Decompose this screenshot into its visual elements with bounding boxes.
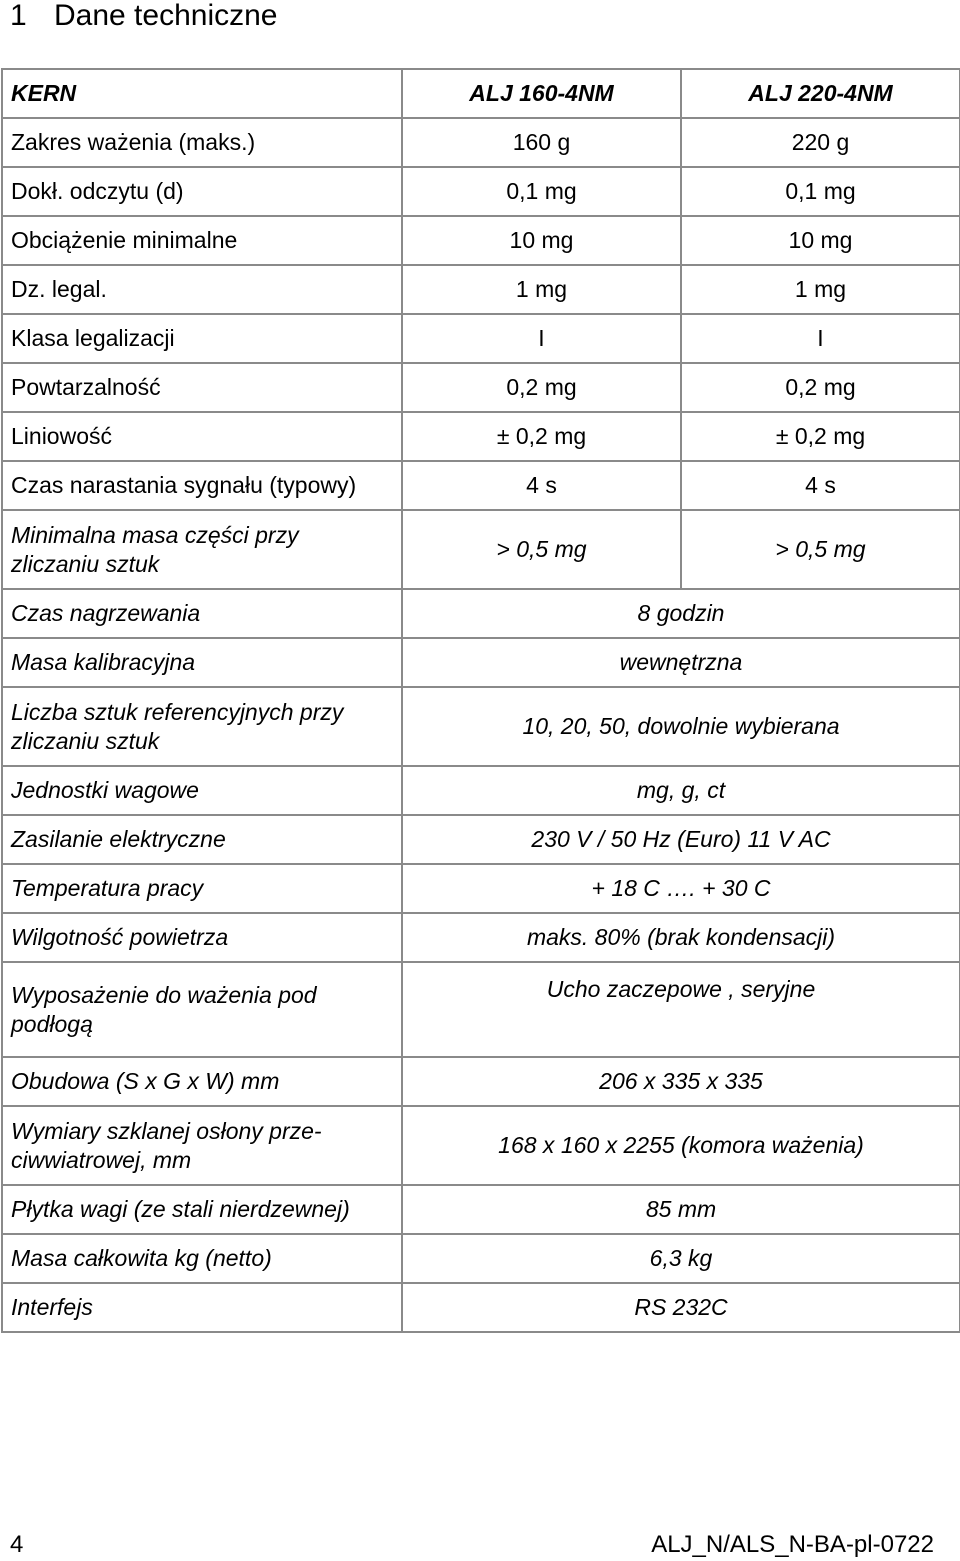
row-value-model-1: > 0,5 mg xyxy=(402,510,681,589)
row-label: Liniowość xyxy=(2,412,402,461)
row-label: Powtarzalność xyxy=(2,363,402,412)
row-label: Dokł. odczytu (d) xyxy=(2,167,402,216)
row-value-model-1: ± 0,2 mg xyxy=(402,412,681,461)
row-value-model-1: I xyxy=(402,314,681,363)
row-value-model-2: 220 g xyxy=(681,118,960,167)
row-label: Liczba sztuk referencyjnych przy zliczaniu sztuk xyxy=(2,687,402,766)
row-value-model-1: 10 mg xyxy=(402,216,681,265)
row-value-model-1: 0,1 mg xyxy=(402,167,681,216)
table-row xyxy=(2,1057,960,1106)
header-cell-model-2: ALJ 220-4NM xyxy=(681,69,960,118)
table-row xyxy=(2,461,960,510)
row-value-shared: wewnętrzna xyxy=(402,638,960,687)
table-row xyxy=(2,314,960,363)
table-header-row xyxy=(2,69,960,118)
document-code: ALJ_N/ALS_N-BA-pl-0722 xyxy=(651,1531,934,1558)
row-label: Masa całkowita kg (netto) xyxy=(2,1234,402,1283)
row-value-shared: 85 mm xyxy=(402,1185,960,1234)
row-value-model-1: 0,2 mg xyxy=(402,363,681,412)
row-value-shared: 8 godzin xyxy=(402,589,960,638)
row-label: Obudowa (S x G x W) mm xyxy=(2,1057,402,1106)
table-row xyxy=(2,638,960,687)
row-label: Wilgotność powietrza xyxy=(2,913,402,962)
row-value-model-2: 4 s xyxy=(681,461,960,510)
row-value-shared: + 18 C …. + 30 C xyxy=(402,864,960,913)
row-value-model-1: 160 g xyxy=(402,118,681,167)
row-label: Masa kalibracyjna xyxy=(2,638,402,687)
row-label: Dz. legal. xyxy=(2,265,402,314)
row-label: Zakres ważenia (maks.) xyxy=(2,118,402,167)
row-label: Temperatura pracy xyxy=(2,864,402,913)
row-value-model-2: 0,1 mg xyxy=(681,167,960,216)
row-value-model-2: 10 mg xyxy=(681,216,960,265)
row-label: Jednostki wagowe xyxy=(2,766,402,815)
row-value-model-2: ± 0,2 mg xyxy=(681,412,960,461)
row-value-shared: 206 x 335 x 335 xyxy=(402,1057,960,1106)
row-label: Czas narastania sygnału (typowy) xyxy=(2,461,402,510)
row-value-shared: mg, g, ct xyxy=(402,766,960,815)
row-value-model-1: 4 s xyxy=(402,461,681,510)
section-number: 1 xyxy=(10,0,27,32)
row-value-shared: 10, 20, 50, dowolnie wybierana xyxy=(402,687,960,766)
section-title: Dane techniczne xyxy=(54,0,278,32)
row-value-shared: 168 x 160 x 2255 (komora ważenia) xyxy=(402,1106,960,1185)
table-row xyxy=(2,1185,960,1234)
row-label: Zasilanie elektryczne xyxy=(2,815,402,864)
table-row xyxy=(2,363,960,412)
header-cell-brand: KERN xyxy=(2,69,402,118)
table-row xyxy=(2,962,960,1057)
row-value-shared: maks. 80% (brak kondensacji) xyxy=(402,913,960,962)
table-row xyxy=(2,118,960,167)
table-row xyxy=(2,815,960,864)
spec-table xyxy=(1,68,960,1333)
row-label: Minimalna masa części przy zliczaniu sztuk xyxy=(2,510,402,589)
row-label: Wyposażenie do ważenia pod podłogą xyxy=(2,962,402,1057)
row-label: Interfejs xyxy=(2,1283,402,1332)
row-value-model-1: 1 mg xyxy=(402,265,681,314)
row-label: Wymiary szklanej osłony prze-ciwwiatrowej, mm xyxy=(2,1106,402,1185)
table-row xyxy=(2,766,960,815)
row-label: Obciążenie minimalne xyxy=(2,216,402,265)
table-row xyxy=(2,687,960,766)
table-row xyxy=(2,265,960,314)
table-row xyxy=(2,216,960,265)
page-number: 4 xyxy=(10,1531,24,1558)
table-row xyxy=(2,167,960,216)
row-value-model-2: I xyxy=(681,314,960,363)
row-value-shared: 230 V / 50 Hz (Euro) 11 V AC xyxy=(402,815,960,864)
row-value-shared: 6,3 kg xyxy=(402,1234,960,1283)
row-value-model-2: 0,2 mg xyxy=(681,363,960,412)
table-row xyxy=(2,589,960,638)
header-cell-model-1: ALJ 160-4NM xyxy=(402,69,681,118)
row-value-model-2: > 0,5 mg xyxy=(681,510,960,589)
row-label: Czas nagrzewania xyxy=(2,589,402,638)
row-value-shared: Ucho zaczepowe , seryjne xyxy=(402,962,960,1057)
table-row xyxy=(2,510,960,589)
row-label: Płytka wagi (ze stali nierdzewnej) xyxy=(2,1185,402,1234)
table-row xyxy=(2,864,960,913)
table-row xyxy=(2,913,960,962)
table-row xyxy=(2,1106,960,1185)
table-row xyxy=(2,1283,960,1332)
row-label: Klasa legalizacji xyxy=(2,314,402,363)
row-value-model-2: 1 mg xyxy=(681,265,960,314)
table-row xyxy=(2,1234,960,1283)
table-row xyxy=(2,412,960,461)
section-heading xyxy=(10,0,277,36)
row-value-shared: RS 232C xyxy=(402,1283,960,1332)
